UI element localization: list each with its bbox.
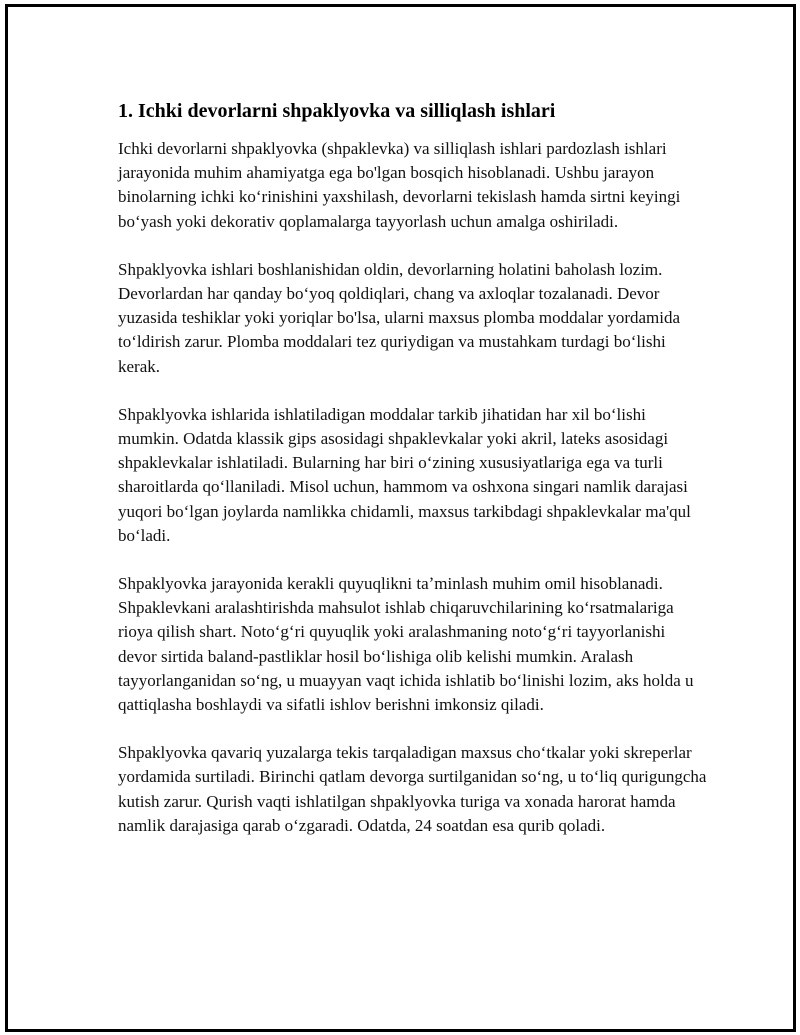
document-body [118,99,708,862]
paragraph-5: Shpaklyovka qavariq yuzalarga tekis tarqaladigan maxsus choʻtkalar yoki skreperlar yordamida surtiladi. Birinchi qatlam devorga surtilganidan soʻng, u toʻliq qurigungcha kutish zarur. Qurish vaqti ishlatilgan shpaklyovka turiga va xonada harorat hamda namlik darajasiga qarab oʻzgaradi. Odatda, 24 soatdan esa qurib qoladi. [118,743,707,835]
section-heading: 1. Ichki devorlarni shpaklyovka va silliqlash ishlari [118,100,556,122]
paragraph-4: Shpaklyovka jarayonida kerakli quyuqlikni taʼminlash muhim omil hisoblanadi. Shpaklevkani aralashtirishda mahsulot ishlab chiqaruvchilarining koʻrsatmalariga rioya qilish shart. Notoʻgʻri quyuqlik yoki aralashmaning notoʻgʻri tayyorlanishi devor sirtida baland-pastliklar hosil boʻlishiga olib kelishi mumkin. Aralash tayyorlanganidan soʻng, u muayyan vaqt ichida ishlatib boʻlinishi lozim, aks holda u qattiqlasha boshlaydi va sifatli ishlov berishni imkonsiz qiladi. [118,574,694,715]
paragraph-2: Shpaklyovka ishlari boshlanishidan oldin, devorlarning holatini baholash lozim. Devorlardan har qanday boʻyoq qoldiqlari, chang va axloqlar tozalanadi. Devor yuzasida teshiklar yoki yoriqlar bo'lsa, ularni maxsus plomba moddalar yordamida toʻldirish zarur. Plomba moddalari tez quriydigan va mustahkam turdagi boʻlishi kerak. [118,259,681,376]
paragraph-1: Ichki devorlarni shpaklyovka (shpaklevka) va silliqlash ishlari pardozlash ishlari jarayonida muhim ahamiyatga ega bo'lgan bosqich hisoblanadi. Ushbu jarayon binolarning ichki koʻrinishini yaxshilash, devorlarni tekislash hamda sirtni keyingi boʻyash yoki dekorativ qoplamalarga tayyorlash uchun amalga oshiriladi. [118,139,681,231]
paragraph-3: Shpaklyovka ishlarida ishlatiladigan moddalar tarkib jihatidan har xil boʻlishi mumkin. Odatda klassik gips asosidagi shpaklevkalar yoki akril, lateks asosidagi shpaklevkalar ishlatiladi. Bularning har biri oʻzining xususiyatlariga ega va turli sharoitlarda qoʻllaniladi. Misol uchun, hammom va oshxona singari namlik darajasi yuqori boʻlgan joylarda namlikka chidamli, maxsus tarkibdagi shpaklevkalar ma'qul boʻladi. [118,404,691,545]
page-frame [5,4,796,1032]
